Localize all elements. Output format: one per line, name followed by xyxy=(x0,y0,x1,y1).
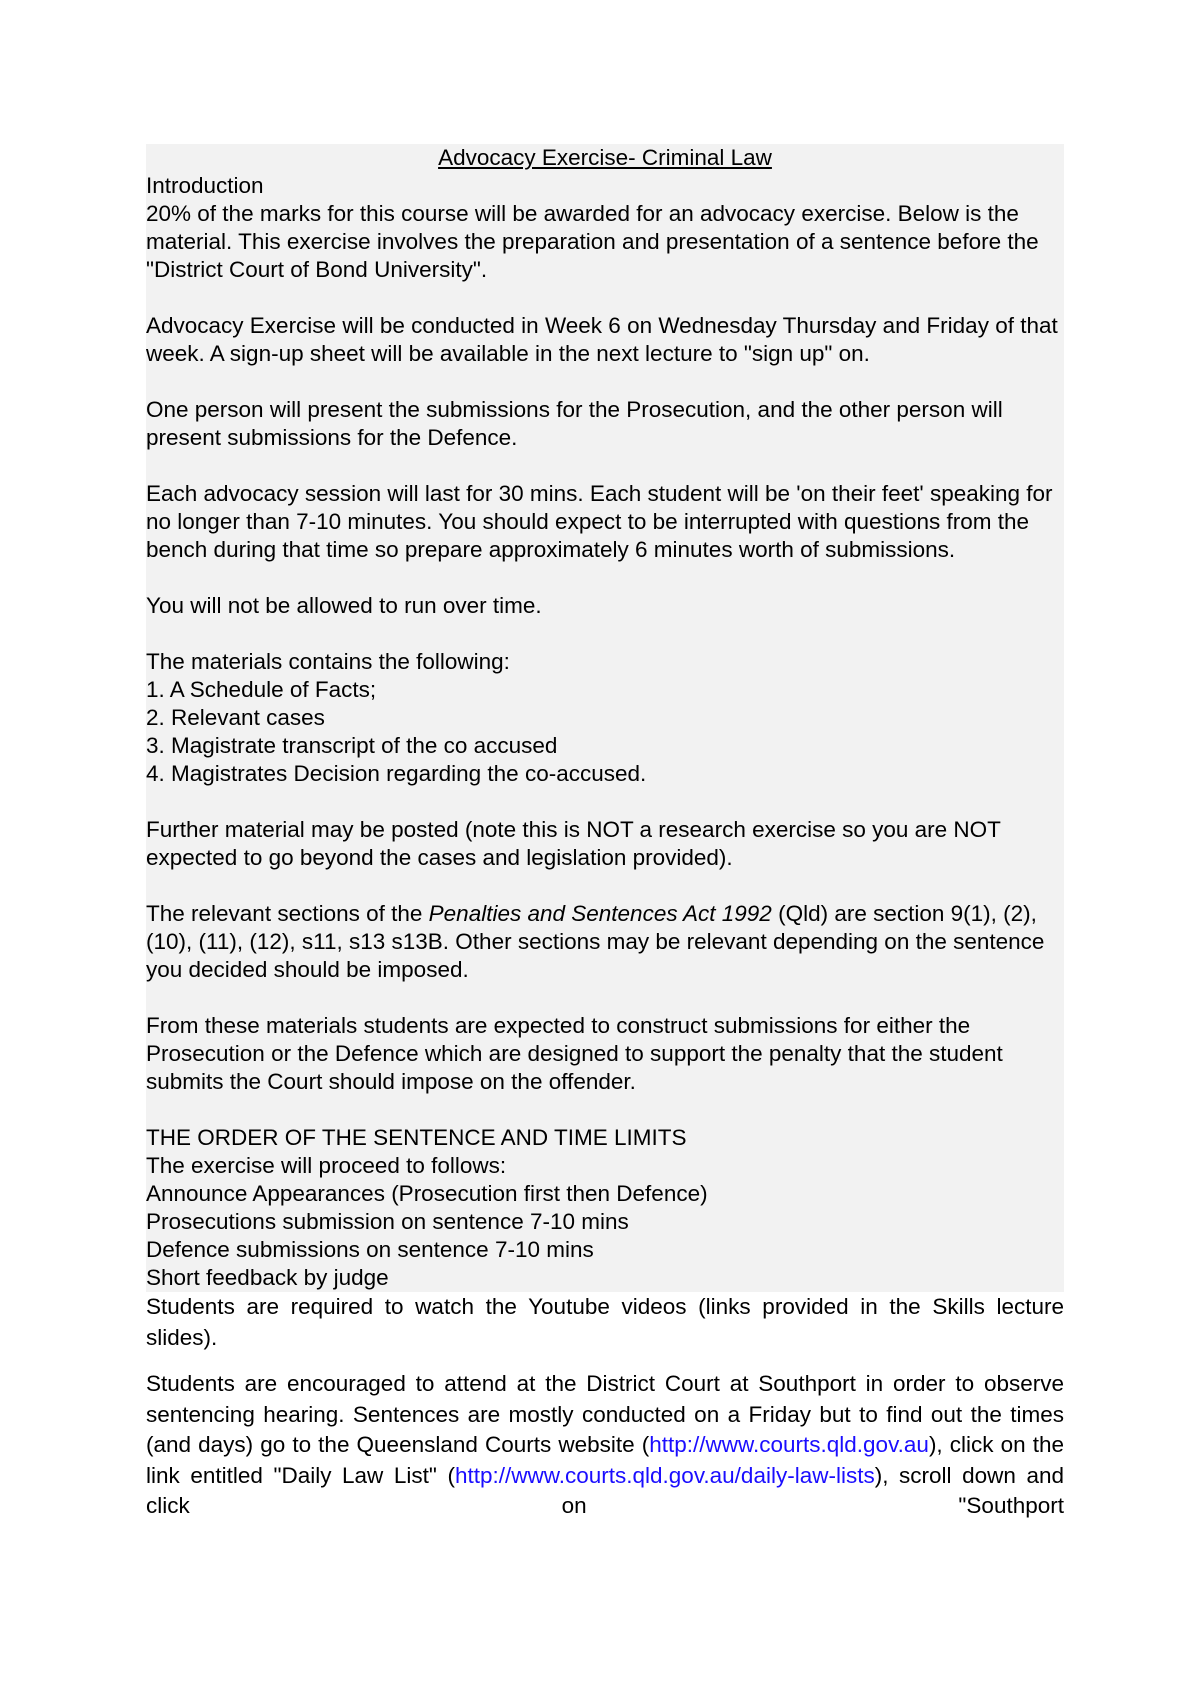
spacer xyxy=(146,788,1064,816)
spacer xyxy=(146,872,1064,900)
court-text-2: ), click on the link entitled "Daily Law List" ( xyxy=(146,1432,1064,1488)
unshaded-section xyxy=(146,1292,1064,1522)
shaded-section xyxy=(146,144,1064,1292)
act-title: Penalties and Sentences Act 1992 xyxy=(428,901,772,926)
order-heading: THE ORDER OF THE SENTENCE AND TIME LIMITS xyxy=(146,1125,687,1150)
spacer xyxy=(146,452,1064,480)
session-paragraph: Each advocacy session will last for 30 mins. Each student will be 'on their feet' speaking for no longer than 7-10 minutes. You should expect to be interrupted with questions from the bench during that time so prepare approximately 6 minutes worth of submissions. xyxy=(146,481,1053,562)
list-item: Announce Appearances (Prosecution first then Defence) xyxy=(146,1181,708,1206)
further-paragraph: Further material may be posted (note this is NOT a research exercise so you are NOT expected to go beyond the cases and legislation provided). xyxy=(146,817,1001,870)
spacer xyxy=(146,984,1064,1012)
spacer xyxy=(146,620,1064,648)
overtime-paragraph: You will not be allowed to run over time. xyxy=(146,593,542,618)
roles-paragraph: One person will present the submissions for the Prosecution, and the other person will present submissions for the Defence. xyxy=(146,397,1003,450)
materials-list xyxy=(146,676,1064,788)
materials-heading: The materials contains the following: xyxy=(146,649,510,674)
list-item: Prosecutions submission on sentence 7-10 mins xyxy=(146,1209,629,1234)
order-steps xyxy=(146,1180,1064,1292)
list-item: Short feedback by judge xyxy=(146,1265,389,1290)
construct-paragraph: From these materials students are expected to construct submissions for either the Prosecution or the Defence which are designed to support the penalty that the student submits the Court should impose on the offender. xyxy=(146,1013,1003,1094)
list-item: 1. A Schedule of Facts; xyxy=(146,677,377,702)
courts-website-link[interactable]: http://www.courts.qld.gov.au xyxy=(649,1432,929,1457)
list-item: 3. Magistrate transcript of the co accused xyxy=(146,733,558,758)
court-paragraph xyxy=(146,1369,1064,1522)
list-item: 2. Relevant cases xyxy=(146,705,325,730)
spacer xyxy=(146,1096,1064,1124)
intro-heading: Introduction xyxy=(146,173,264,198)
sections-paragraph xyxy=(146,900,1064,984)
document-title: Advocacy Exercise- Criminal Law xyxy=(438,145,772,170)
daily-law-list-link[interactable]: http://www.courts.qld.gov.au/daily-law-lists xyxy=(454,1462,875,1488)
court-text-1: Students are encouraged to attend at the District Court at Southport in order to observe sentencing hearing. Sentences are mostly conducted on a Friday but to find out the times (and days) go to the Queensland Courts website ( xyxy=(146,1371,1064,1457)
spacer xyxy=(146,564,1064,592)
spacer xyxy=(146,284,1064,312)
list-item: Defence submissions on sentence 7-10 mins xyxy=(146,1237,594,1262)
intro-paragraph: 20% of the marks for this course will be awarded for an advocacy exercise. Below is the material. This exercise involves the preparation and presentation of a sentence before the "District Court of Bond University". xyxy=(146,201,1039,282)
document-page xyxy=(146,144,1064,1522)
spacer xyxy=(146,368,1064,396)
court-text-3: ), scroll down and click on "Southport xyxy=(146,1462,1064,1518)
sections-text-before: The relevant sections of the xyxy=(146,901,429,926)
schedule-paragraph: Advocacy Exercise will be conducted in Week 6 on Wednesday Thursday and Friday of that week. A sign-up sheet will be available in the next lecture to "sign up" on. xyxy=(146,313,1058,366)
list-item: 4. Magistrates Decision regarding the co-accused. xyxy=(146,761,647,786)
sections-text-after: (Qld) are section 9(1), (2), (10), (11), (12), s11, s13 s13B. Other sections may be relevant depending on the sentence you decided should be imposed. xyxy=(146,901,1045,982)
order-intro: The exercise will proceed to follows: xyxy=(146,1153,507,1178)
youtube-paragraph: Students are required to watch the Youtube videos (links provided in the Skills lecture slides). xyxy=(146,1294,1064,1350)
